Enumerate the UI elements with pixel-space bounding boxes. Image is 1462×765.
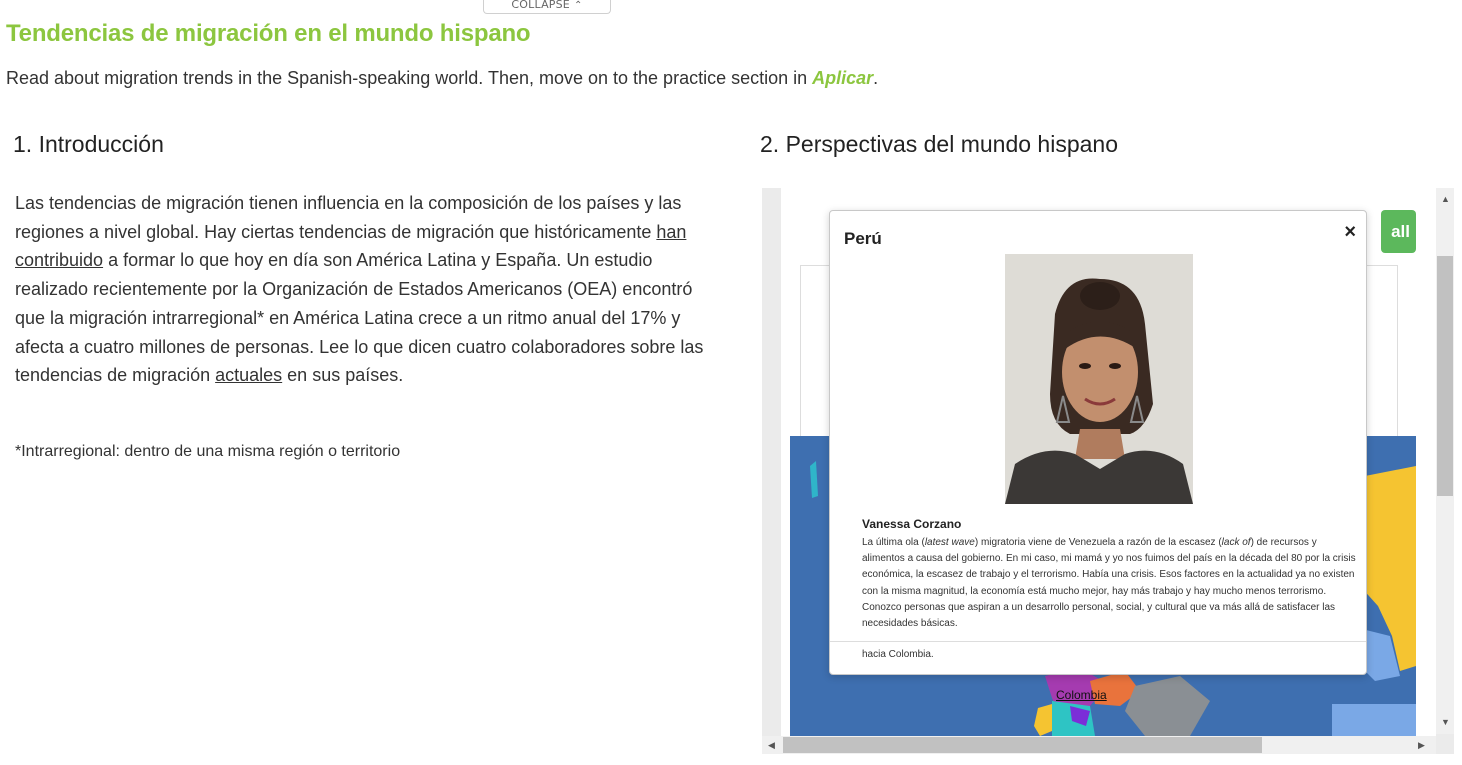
scroll-left-icon[interactable]: ◀ xyxy=(768,740,775,750)
quote-em-1: latest wave xyxy=(924,537,975,548)
double-chevron-up-icon: ⌃ xyxy=(573,0,583,11)
section-heading-perspectivas: 2. Perspectivas del mundo hispano xyxy=(760,131,1118,157)
quote-part-1: La última ola ( xyxy=(862,537,925,548)
vertical-scroll-thumb[interactable] xyxy=(1437,256,1453,496)
intro-line xyxy=(6,68,878,89)
intro-paragraph xyxy=(15,189,715,390)
collapse-button[interactable] xyxy=(483,0,611,14)
close-icon[interactable]: × xyxy=(1344,221,1356,243)
modal-body xyxy=(830,514,1366,642)
quote-part-2: ) migratoria viene de Venezuela a razón de la escasez ( xyxy=(974,537,1222,548)
intro-end: . xyxy=(873,68,879,88)
scroll-down-icon[interactable]: ▼ xyxy=(1441,717,1450,727)
section-heading-introduccion: 1. Introducción xyxy=(13,131,164,157)
overflow-text: hacia Colombia. xyxy=(862,649,934,660)
glossary-link-actuales[interactable]: actuales xyxy=(215,365,283,386)
country-modal xyxy=(829,210,1367,675)
contributor-name: Vanessa Corzano xyxy=(862,517,962,531)
page-title: Tendencias de migración en el mundo hispano xyxy=(6,20,531,47)
modal-title: Perú xyxy=(844,229,882,248)
quote-em-2: lack of xyxy=(1221,537,1251,548)
horizontal-scroll-thumb[interactable] xyxy=(783,737,1262,753)
scroll-right-icon[interactable]: ▶ xyxy=(1418,740,1425,750)
collapse-label: COLLAPSE xyxy=(511,0,570,11)
contributor-photo xyxy=(1005,254,1193,504)
para-text-a: Las tendencias de migración tienen influencia en la composición de los países y las regiones a nivel global. Hay ciertas tendencias de migración que históricamente xyxy=(15,193,682,242)
intro-text: Read about migration trends in the Spanish-speaking world. Then, move on to the practice section in xyxy=(6,68,813,88)
footnote: *Intrarregional: dentro de una misma región o territorio xyxy=(15,443,401,460)
glossary-link-han-contribuido[interactable]: han contribuido xyxy=(15,221,687,271)
aplicar-link[interactable]: Aplicar xyxy=(812,68,874,88)
scroll-up-icon[interactable]: ▲ xyxy=(1441,194,1450,204)
para-text-b: a formar lo que hoy en día son América Latina y España. Un estudio realizado recientemente por la Organización de Estados Americanos (OEA) encontró que la migración intrarregional* en América Latina crece a un ritmo anual del 17% y afecta a cuatro millones de personas. Lee lo que dicen cuatro colaboradores sobre las tendencias de migración xyxy=(15,250,704,386)
contributor-quote xyxy=(862,535,1356,632)
para-text-c: en sus países. xyxy=(282,365,404,386)
view-all-button[interactable]: all xyxy=(1381,210,1416,253)
map-label-colombia[interactable]: Colombia xyxy=(1056,688,1107,702)
quote-part-3: ) de recursos y alimentos a causa del gobierno. En mi caso, mi mamá y yo nos fuimos del país en la década del 80 por la crisis económica, la escasez de trabajo y el terrorismo. Había una crisis. Esos factores en la actualidad ya no existen con la misma magnitud, la economía está mucho mejor, hay más trabajo y hay mucho menos terrorismo. Conozco personas que aspiran a un desarrollo personal, social, y cultural que va más allá de satisfacer las necesidades básicas. xyxy=(862,537,1356,630)
